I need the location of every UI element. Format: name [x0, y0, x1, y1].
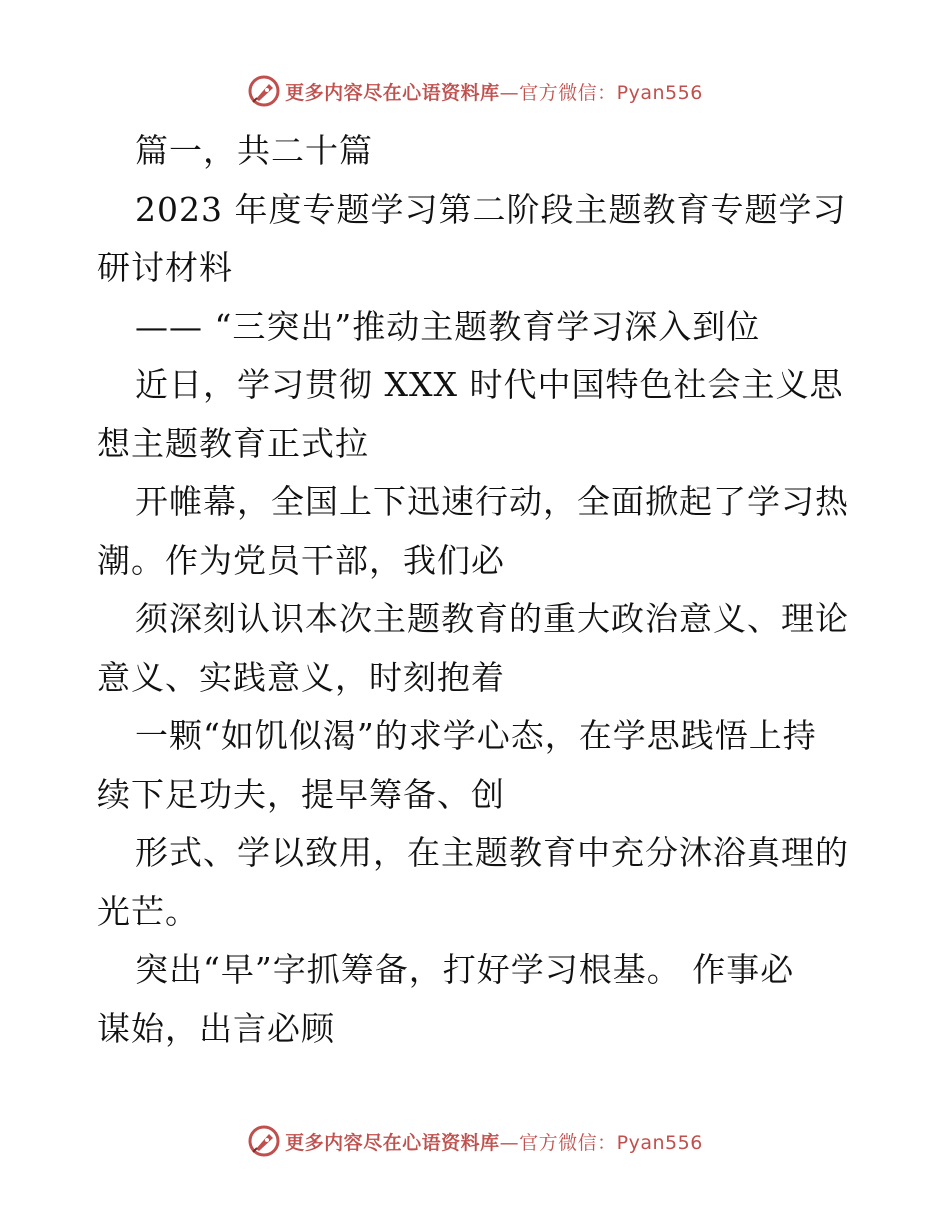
doc-line: 形式、学以致用，在主题教育中充分沐浴真理的 — [135, 833, 849, 872]
doc-line: 光芒。 — [97, 891, 199, 931]
doc-line: 近日，学习贯彻 XXX 时代中国特色社会主义思 — [135, 365, 844, 404]
doc-line: 意义、实践意义，时刻抱着 — [97, 657, 505, 697]
footer-banner-rest: —官方微信：Pyan556 — [499, 1131, 703, 1154]
doc-line: 篇一，共二十篇 — [135, 131, 373, 170]
header-banner — [0, 71, 950, 111]
doc-line: 一颗“如饥似渴”的求学心态，在学思践悟上持 — [135, 716, 817, 755]
doc-line: 续下足功夫，提早筹备、创 — [97, 774, 505, 814]
header-banner-bold: 更多内容尽在心语资料库 — [285, 81, 500, 104]
doc-line: 谋始，出言必顾 — [97, 1008, 335, 1048]
doc-line: 突出“早”字抓筹备，打好学习根基。 作事必 — [135, 950, 795, 989]
header-banner-rest: —官方微信：Pyan556 — [499, 81, 703, 104]
doc-line: 研讨材料 — [97, 248, 233, 287]
doc-line: 须深刻认识本次主题教育的重大政治意义、理论 — [135, 599, 849, 638]
footer-banner-text — [285, 1128, 703, 1155]
document-body — [97, 122, 857, 1058]
pen-nib-logo-icon — [247, 74, 281, 108]
doc-line: 想主题教育正式拉 — [97, 423, 369, 463]
doc-line: 开帷幕，全国上下迅速行动，全面掀起了学习热 — [135, 482, 849, 521]
doc-line: 潮。作为党员干部，我们必 — [97, 540, 505, 580]
pen-nib-logo-icon — [247, 1124, 281, 1158]
footer-banner-bold: 更多内容尽在心语资料库 — [285, 1131, 500, 1154]
header-banner-text — [285, 78, 703, 105]
doc-line: 2023 年度专题学习第二阶段主题教育专题学习 — [135, 189, 847, 229]
doc-line: —— “三突出”推动主题教育学习深入到位 — [135, 306, 761, 346]
footer-banner — [0, 1121, 950, 1161]
